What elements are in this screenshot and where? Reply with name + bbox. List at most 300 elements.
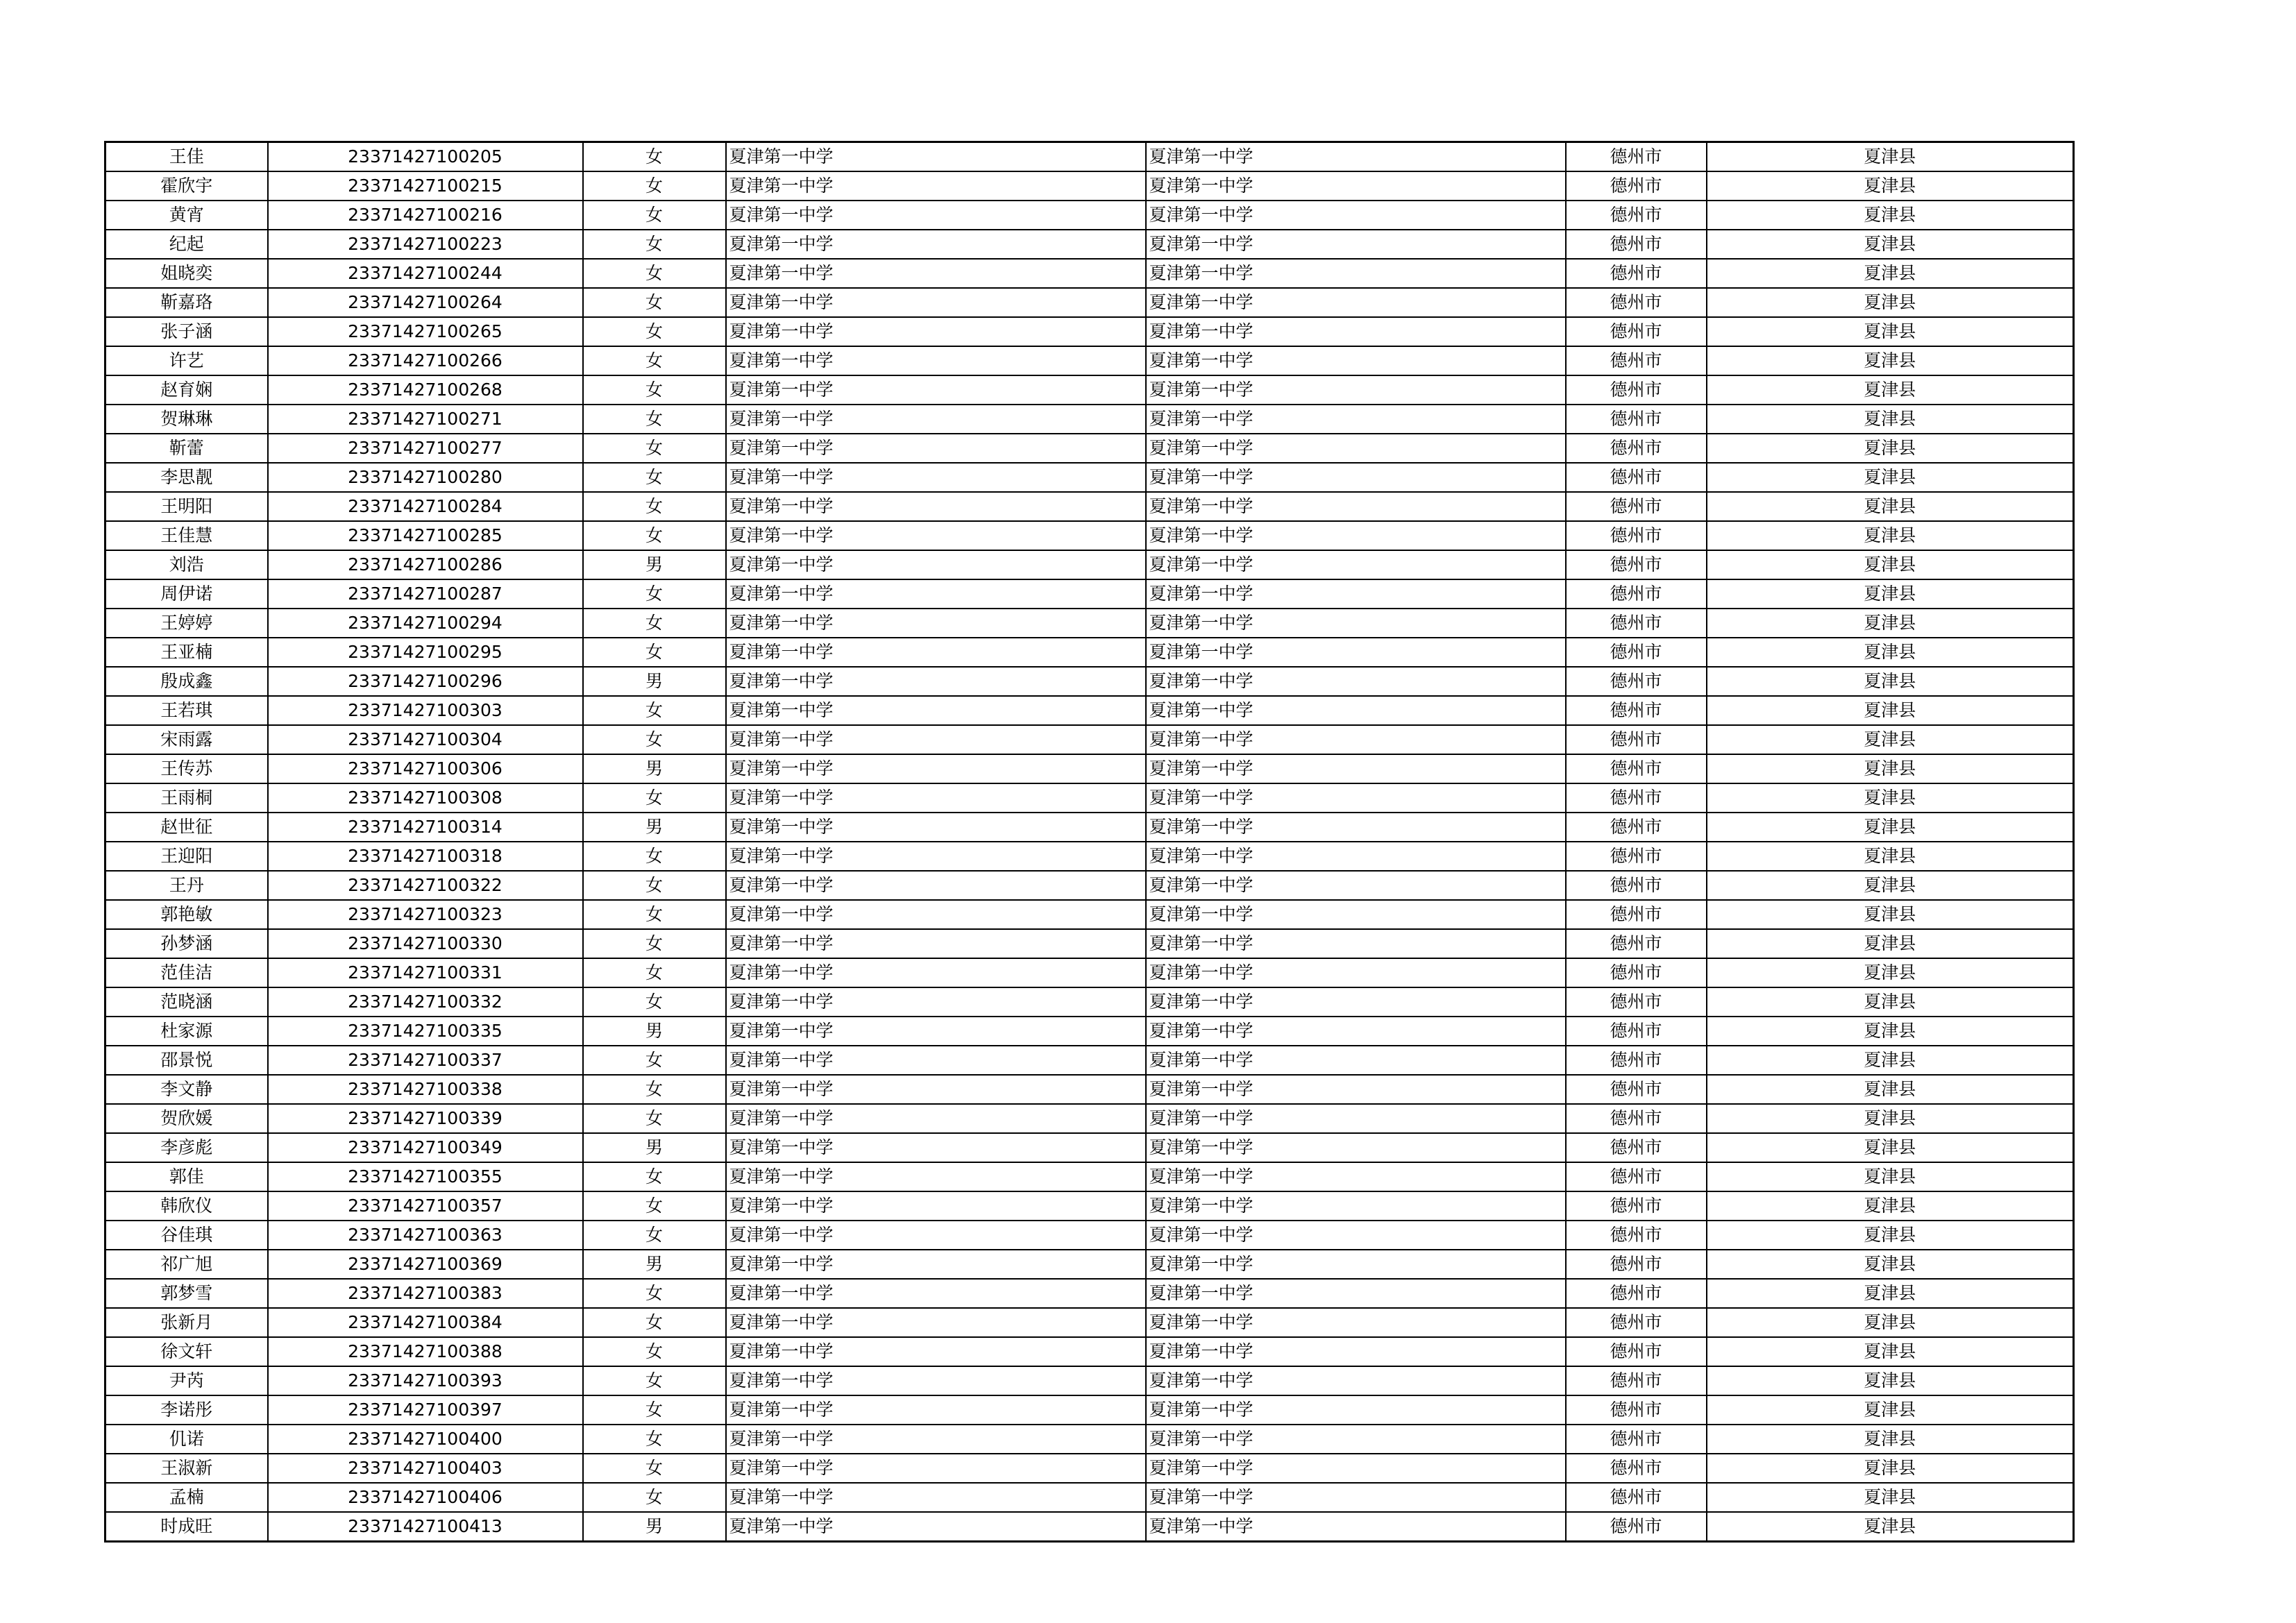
exam-number-cell: 23371427100271	[268, 405, 583, 434]
enrolled-school-cell: 夏津第一中学	[1146, 288, 1566, 317]
enrolled-school-cell: 夏津第一中学	[1146, 230, 1566, 259]
exam-number-cell: 23371427100403	[268, 1454, 583, 1483]
city-cell: 德州市	[1566, 1221, 1707, 1250]
school-cell: 夏津第一中学	[726, 958, 1146, 987]
exam-number-cell: 23371427100296	[268, 667, 583, 696]
table-row	[105, 754, 2074, 783]
county-cell: 夏津县	[1707, 346, 2074, 375]
enrolled-school-cell: 夏津第一中学	[1146, 201, 1566, 230]
name-cell: 郭艳敏	[105, 900, 268, 929]
table-row	[105, 1191, 2074, 1221]
table-row	[105, 579, 2074, 609]
exam-number-cell: 23371427100216	[268, 201, 583, 230]
name-cell: 李思靓	[105, 463, 268, 492]
name-cell: 赵育娴	[105, 375, 268, 405]
table-row	[105, 171, 2074, 201]
name-cell: 周伊诺	[105, 579, 268, 609]
school-cell: 夏津第一中学	[726, 987, 1146, 1017]
city-cell: 德州市	[1566, 1250, 1707, 1279]
county-cell: 夏津县	[1707, 259, 2074, 288]
exam-number-cell: 23371427100287	[268, 579, 583, 609]
gender-cell: 男	[583, 667, 726, 696]
exam-number-cell: 23371427100322	[268, 871, 583, 900]
table-row	[105, 463, 2074, 492]
exam-number-cell: 23371427100357	[268, 1191, 583, 1221]
city-cell: 德州市	[1566, 579, 1707, 609]
city-cell: 德州市	[1566, 521, 1707, 550]
enrolled-school-cell: 夏津第一中学	[1146, 667, 1566, 696]
gender-cell: 女	[583, 1221, 726, 1250]
gender-cell: 女	[583, 1075, 726, 1104]
county-cell: 夏津县	[1707, 1454, 2074, 1483]
enrolled-school-cell: 夏津第一中学	[1146, 696, 1566, 725]
county-cell: 夏津县	[1707, 696, 2074, 725]
county-cell: 夏津县	[1707, 813, 2074, 842]
exam-number-cell: 23371427100284	[268, 492, 583, 521]
city-cell: 德州市	[1566, 987, 1707, 1017]
county-cell: 夏津县	[1707, 1046, 2074, 1075]
exam-number-cell: 23371427100265	[268, 317, 583, 346]
exam-number-cell: 23371427100285	[268, 521, 583, 550]
county-cell: 夏津县	[1707, 1104, 2074, 1133]
table-body	[105, 142, 2074, 1542]
name-cell: 王若琪	[105, 696, 268, 725]
school-cell: 夏津第一中学	[726, 1133, 1146, 1162]
county-cell: 夏津县	[1707, 230, 2074, 259]
county-cell: 夏津县	[1707, 201, 2074, 230]
table-row	[105, 521, 2074, 550]
table-row	[105, 1512, 2074, 1542]
exam-number-cell: 23371427100331	[268, 958, 583, 987]
exam-number-cell: 23371427100384	[268, 1308, 583, 1337]
table-row	[105, 1425, 2074, 1454]
exam-number-cell: 23371427100277	[268, 434, 583, 463]
name-cell: 时成旺	[105, 1512, 268, 1542]
county-cell: 夏津县	[1707, 667, 2074, 696]
county-cell: 夏津县	[1707, 405, 2074, 434]
exam-number-cell: 23371427100337	[268, 1046, 583, 1075]
school-cell: 夏津第一中学	[726, 1162, 1146, 1191]
table-row	[105, 1046, 2074, 1075]
name-cell: 王明阳	[105, 492, 268, 521]
name-cell: 孟楠	[105, 1483, 268, 1512]
school-cell: 夏津第一中学	[726, 1425, 1146, 1454]
table-row	[105, 696, 2074, 725]
enrolled-school-cell: 夏津第一中学	[1146, 871, 1566, 900]
city-cell: 德州市	[1566, 1104, 1707, 1133]
school-cell: 夏津第一中学	[726, 696, 1146, 725]
exam-number-cell: 23371427100332	[268, 987, 583, 1017]
school-cell: 夏津第一中学	[726, 463, 1146, 492]
county-cell: 夏津县	[1707, 783, 2074, 813]
school-cell: 夏津第一中学	[726, 1454, 1146, 1483]
gender-cell: 女	[583, 842, 726, 871]
exam-number-cell: 23371427100363	[268, 1221, 583, 1250]
city-cell: 德州市	[1566, 463, 1707, 492]
enrolled-school-cell: 夏津第一中学	[1146, 1454, 1566, 1483]
city-cell: 德州市	[1566, 1483, 1707, 1512]
exam-number-cell: 23371427100388	[268, 1337, 583, 1366]
gender-cell: 女	[583, 259, 726, 288]
city-cell: 德州市	[1566, 1133, 1707, 1162]
county-cell: 夏津县	[1707, 1337, 2074, 1366]
exam-number-cell: 23371427100304	[268, 725, 583, 754]
enrolled-school-cell: 夏津第一中学	[1146, 550, 1566, 579]
name-cell: 贺欣媛	[105, 1104, 268, 1133]
gender-cell: 女	[583, 725, 726, 754]
exam-number-cell: 23371427100323	[268, 900, 583, 929]
name-cell: 王传苏	[105, 754, 268, 783]
exam-number-cell: 23371427100303	[268, 696, 583, 725]
county-cell: 夏津县	[1707, 521, 2074, 550]
school-cell: 夏津第一中学	[726, 1046, 1146, 1075]
school-cell: 夏津第一中学	[726, 1191, 1146, 1221]
school-cell: 夏津第一中学	[726, 346, 1146, 375]
table-row	[105, 230, 2074, 259]
school-cell: 夏津第一中学	[726, 1308, 1146, 1337]
school-cell: 夏津第一中学	[726, 142, 1146, 172]
gender-cell: 女	[583, 1337, 726, 1366]
name-cell: 王亚楠	[105, 638, 268, 667]
exam-number-cell: 23371427100406	[268, 1483, 583, 1512]
table-row	[105, 492, 2074, 521]
city-cell: 德州市	[1566, 725, 1707, 754]
county-cell: 夏津县	[1707, 754, 2074, 783]
school-cell: 夏津第一中学	[726, 1017, 1146, 1046]
school-cell: 夏津第一中学	[726, 1512, 1146, 1542]
enrolled-school-cell: 夏津第一中学	[1146, 1017, 1566, 1046]
name-cell: 李文静	[105, 1075, 268, 1104]
table-row	[105, 1308, 2074, 1337]
enrolled-school-cell: 夏津第一中学	[1146, 1191, 1566, 1221]
enrolled-school-cell: 夏津第一中学	[1146, 638, 1566, 667]
table-row	[105, 1337, 2074, 1366]
table-row	[105, 1017, 2074, 1046]
enrolled-school-cell: 夏津第一中学	[1146, 346, 1566, 375]
gender-cell: 女	[583, 1395, 726, 1425]
exam-number-cell: 23371427100280	[268, 463, 583, 492]
exam-number-cell: 23371427100369	[268, 1250, 583, 1279]
table-row	[105, 813, 2074, 842]
city-cell: 德州市	[1566, 230, 1707, 259]
school-cell: 夏津第一中学	[726, 201, 1146, 230]
exam-number-cell: 23371427100266	[268, 346, 583, 375]
city-cell: 德州市	[1566, 142, 1707, 172]
school-cell: 夏津第一中学	[726, 375, 1146, 405]
exam-number-cell: 23371427100215	[268, 171, 583, 201]
city-cell: 德州市	[1566, 1191, 1707, 1221]
gender-cell: 女	[583, 375, 726, 405]
city-cell: 德州市	[1566, 1454, 1707, 1483]
county-cell: 夏津县	[1707, 288, 2074, 317]
gender-cell: 女	[583, 463, 726, 492]
gender-cell: 女	[583, 230, 726, 259]
table-row	[105, 842, 2074, 871]
enrolled-school-cell: 夏津第一中学	[1146, 842, 1566, 871]
exam-number-cell: 23371427100383	[268, 1279, 583, 1308]
exam-number-cell: 23371427100393	[268, 1366, 583, 1395]
table-row	[105, 142, 2074, 172]
enrolled-school-cell: 夏津第一中学	[1146, 813, 1566, 842]
county-cell: 夏津县	[1707, 638, 2074, 667]
gender-cell: 男	[583, 1017, 726, 1046]
gender-cell: 女	[583, 317, 726, 346]
city-cell: 德州市	[1566, 754, 1707, 783]
county-cell: 夏津县	[1707, 1191, 2074, 1221]
exam-number-cell: 23371427100338	[268, 1075, 583, 1104]
city-cell: 德州市	[1566, 1366, 1707, 1395]
school-cell: 夏津第一中学	[726, 900, 1146, 929]
exam-number-cell: 23371427100349	[268, 1133, 583, 1162]
gender-cell: 女	[583, 696, 726, 725]
school-cell: 夏津第一中学	[726, 434, 1146, 463]
exam-number-cell: 23371427100264	[268, 288, 583, 317]
city-cell: 德州市	[1566, 434, 1707, 463]
name-cell: 靳蕾	[105, 434, 268, 463]
school-cell: 夏津第一中学	[726, 813, 1146, 842]
enrolled-school-cell: 夏津第一中学	[1146, 1221, 1566, 1250]
name-cell: 尹芮	[105, 1366, 268, 1395]
table-row	[105, 201, 2074, 230]
exam-number-cell: 23371427100205	[268, 142, 583, 172]
exam-number-cell: 23371427100339	[268, 1104, 583, 1133]
exam-number-cell: 23371427100308	[268, 783, 583, 813]
gender-cell: 女	[583, 987, 726, 1017]
table-row	[105, 725, 2074, 754]
school-cell: 夏津第一中学	[726, 609, 1146, 638]
school-cell: 夏津第一中学	[726, 259, 1146, 288]
name-cell: 郭梦雪	[105, 1279, 268, 1308]
name-cell: 姐晓奕	[105, 259, 268, 288]
gender-cell: 女	[583, 346, 726, 375]
city-cell: 德州市	[1566, 492, 1707, 521]
enrolled-school-cell: 夏津第一中学	[1146, 1046, 1566, 1075]
table-row	[105, 871, 2074, 900]
county-cell: 夏津县	[1707, 929, 2074, 958]
gender-cell: 男	[583, 1250, 726, 1279]
county-cell: 夏津县	[1707, 1221, 2074, 1250]
table-row	[105, 609, 2074, 638]
gender-cell: 男	[583, 1133, 726, 1162]
enrolled-school-cell: 夏津第一中学	[1146, 317, 1566, 346]
table-row	[105, 375, 2074, 405]
table-row	[105, 929, 2074, 958]
county-cell: 夏津县	[1707, 1017, 2074, 1046]
school-cell: 夏津第一中学	[726, 230, 1146, 259]
enrolled-school-cell: 夏津第一中学	[1146, 1250, 1566, 1279]
name-cell: 贺琳琳	[105, 405, 268, 434]
name-cell: 纪起	[105, 230, 268, 259]
enrolled-school-cell: 夏津第一中学	[1146, 725, 1566, 754]
gender-cell: 女	[583, 1162, 726, 1191]
enrolled-school-cell: 夏津第一中学	[1146, 958, 1566, 987]
table-row	[105, 667, 2074, 696]
table-row	[105, 958, 2074, 987]
table-row	[105, 1221, 2074, 1250]
table-row	[105, 638, 2074, 667]
table-row	[105, 1133, 2074, 1162]
table-row	[105, 783, 2074, 813]
county-cell: 夏津县	[1707, 1512, 2074, 1542]
gender-cell: 女	[583, 958, 726, 987]
table-row	[105, 405, 2074, 434]
city-cell: 德州市	[1566, 813, 1707, 842]
gender-cell: 女	[583, 171, 726, 201]
school-cell: 夏津第一中学	[726, 1221, 1146, 1250]
name-cell: 王佳慧	[105, 521, 268, 550]
city-cell: 德州市	[1566, 667, 1707, 696]
city-cell: 德州市	[1566, 1162, 1707, 1191]
gender-cell: 女	[583, 405, 726, 434]
city-cell: 德州市	[1566, 259, 1707, 288]
gender-cell: 女	[583, 1046, 726, 1075]
gender-cell: 女	[583, 1454, 726, 1483]
gender-cell: 女	[583, 609, 726, 638]
county-cell: 夏津县	[1707, 1279, 2074, 1308]
school-cell: 夏津第一中学	[726, 550, 1146, 579]
county-cell: 夏津县	[1707, 550, 2074, 579]
exam-number-cell: 23371427100295	[268, 638, 583, 667]
city-cell: 德州市	[1566, 1512, 1707, 1542]
enrolled-school-cell: 夏津第一中学	[1146, 1075, 1566, 1104]
county-cell: 夏津县	[1707, 609, 2074, 638]
gender-cell: 女	[583, 1366, 726, 1395]
name-cell: 王丹	[105, 871, 268, 900]
school-cell: 夏津第一中学	[726, 1075, 1146, 1104]
county-cell: 夏津县	[1707, 579, 2074, 609]
gender-cell: 女	[583, 1308, 726, 1337]
city-cell: 德州市	[1566, 1308, 1707, 1337]
enrolled-school-cell: 夏津第一中学	[1146, 783, 1566, 813]
table-row	[105, 259, 2074, 288]
city-cell: 德州市	[1566, 317, 1707, 346]
enrolled-school-cell: 夏津第一中学	[1146, 405, 1566, 434]
county-cell: 夏津县	[1707, 142, 2074, 172]
name-cell: 许艺	[105, 346, 268, 375]
gender-cell: 女	[583, 638, 726, 667]
city-cell: 德州市	[1566, 1337, 1707, 1366]
name-cell: 张新月	[105, 1308, 268, 1337]
county-cell: 夏津县	[1707, 1366, 2074, 1395]
name-cell: 邵景悦	[105, 1046, 268, 1075]
school-cell: 夏津第一中学	[726, 492, 1146, 521]
enrolled-school-cell: 夏津第一中学	[1146, 171, 1566, 201]
gender-cell: 女	[583, 871, 726, 900]
enrolled-school-cell: 夏津第一中学	[1146, 987, 1566, 1017]
school-cell: 夏津第一中学	[726, 1337, 1146, 1366]
exam-number-cell: 23371427100330	[268, 929, 583, 958]
enrolled-school-cell: 夏津第一中学	[1146, 1279, 1566, 1308]
name-cell: 韩欣仪	[105, 1191, 268, 1221]
school-cell: 夏津第一中学	[726, 1395, 1146, 1425]
city-cell: 德州市	[1566, 288, 1707, 317]
exam-number-cell: 23371427100286	[268, 550, 583, 579]
name-cell: 祁广旭	[105, 1250, 268, 1279]
county-cell: 夏津县	[1707, 1162, 2074, 1191]
table-row	[105, 1395, 2074, 1425]
school-cell: 夏津第一中学	[726, 1366, 1146, 1395]
name-cell: 霍欣宇	[105, 171, 268, 201]
school-cell: 夏津第一中学	[726, 405, 1146, 434]
enrolled-school-cell: 夏津第一中学	[1146, 1395, 1566, 1425]
city-cell: 德州市	[1566, 842, 1707, 871]
gender-cell: 女	[583, 929, 726, 958]
enrolled-school-cell: 夏津第一中学	[1146, 579, 1566, 609]
exam-number-cell: 23371427100244	[268, 259, 583, 288]
name-cell: 张子涵	[105, 317, 268, 346]
name-cell: 仉诺	[105, 1425, 268, 1454]
table-row	[105, 1162, 2074, 1191]
gender-cell: 男	[583, 754, 726, 783]
exam-number-cell: 23371427100314	[268, 813, 583, 842]
name-cell: 杜家源	[105, 1017, 268, 1046]
table-row	[105, 987, 2074, 1017]
enrolled-school-cell: 夏津第一中学	[1146, 1483, 1566, 1512]
school-cell: 夏津第一中学	[726, 725, 1146, 754]
enrolled-school-cell: 夏津第一中学	[1146, 142, 1566, 172]
city-cell: 德州市	[1566, 405, 1707, 434]
city-cell: 德州市	[1566, 696, 1707, 725]
table-row	[105, 900, 2074, 929]
city-cell: 德州市	[1566, 1017, 1707, 1046]
name-cell: 刘浩	[105, 550, 268, 579]
school-cell: 夏津第一中学	[726, 842, 1146, 871]
exam-number-cell: 23371427100335	[268, 1017, 583, 1046]
county-cell: 夏津县	[1707, 1133, 2074, 1162]
name-cell: 靳嘉珞	[105, 288, 268, 317]
county-cell: 夏津县	[1707, 725, 2074, 754]
exam-number-cell: 23371427100223	[268, 230, 583, 259]
school-cell: 夏津第一中学	[726, 871, 1146, 900]
school-cell: 夏津第一中学	[726, 1279, 1146, 1308]
enrolled-school-cell: 夏津第一中学	[1146, 521, 1566, 550]
city-cell: 德州市	[1566, 1279, 1707, 1308]
exam-number-cell: 23371427100268	[268, 375, 583, 405]
name-cell: 殷成鑫	[105, 667, 268, 696]
county-cell: 夏津县	[1707, 1395, 2074, 1425]
table-row	[105, 1250, 2074, 1279]
enrolled-school-cell: 夏津第一中学	[1146, 1133, 1566, 1162]
name-cell: 谷佳琪	[105, 1221, 268, 1250]
table-row	[105, 1075, 2074, 1104]
enrolled-school-cell: 夏津第一中学	[1146, 434, 1566, 463]
name-cell: 黄宵	[105, 201, 268, 230]
gender-cell: 男	[583, 550, 726, 579]
city-cell: 德州市	[1566, 609, 1707, 638]
gender-cell: 女	[583, 900, 726, 929]
county-cell: 夏津县	[1707, 1483, 2074, 1512]
city-cell: 德州市	[1566, 550, 1707, 579]
city-cell: 德州市	[1566, 900, 1707, 929]
city-cell: 德州市	[1566, 1046, 1707, 1075]
county-cell: 夏津县	[1707, 171, 2074, 201]
gender-cell: 女	[583, 783, 726, 813]
table-row	[105, 288, 2074, 317]
gender-cell: 女	[583, 1425, 726, 1454]
school-cell: 夏津第一中学	[726, 288, 1146, 317]
table-row	[105, 1483, 2074, 1512]
county-cell: 夏津县	[1707, 958, 2074, 987]
enrolled-school-cell: 夏津第一中学	[1146, 1104, 1566, 1133]
name-cell: 王淑新	[105, 1454, 268, 1483]
exam-number-cell: 23371427100318	[268, 842, 583, 871]
enrolled-school-cell: 夏津第一中学	[1146, 1308, 1566, 1337]
name-cell: 郭佳	[105, 1162, 268, 1191]
table-row	[105, 434, 2074, 463]
school-cell: 夏津第一中学	[726, 783, 1146, 813]
enrolled-school-cell: 夏津第一中学	[1146, 754, 1566, 783]
gender-cell: 女	[583, 492, 726, 521]
